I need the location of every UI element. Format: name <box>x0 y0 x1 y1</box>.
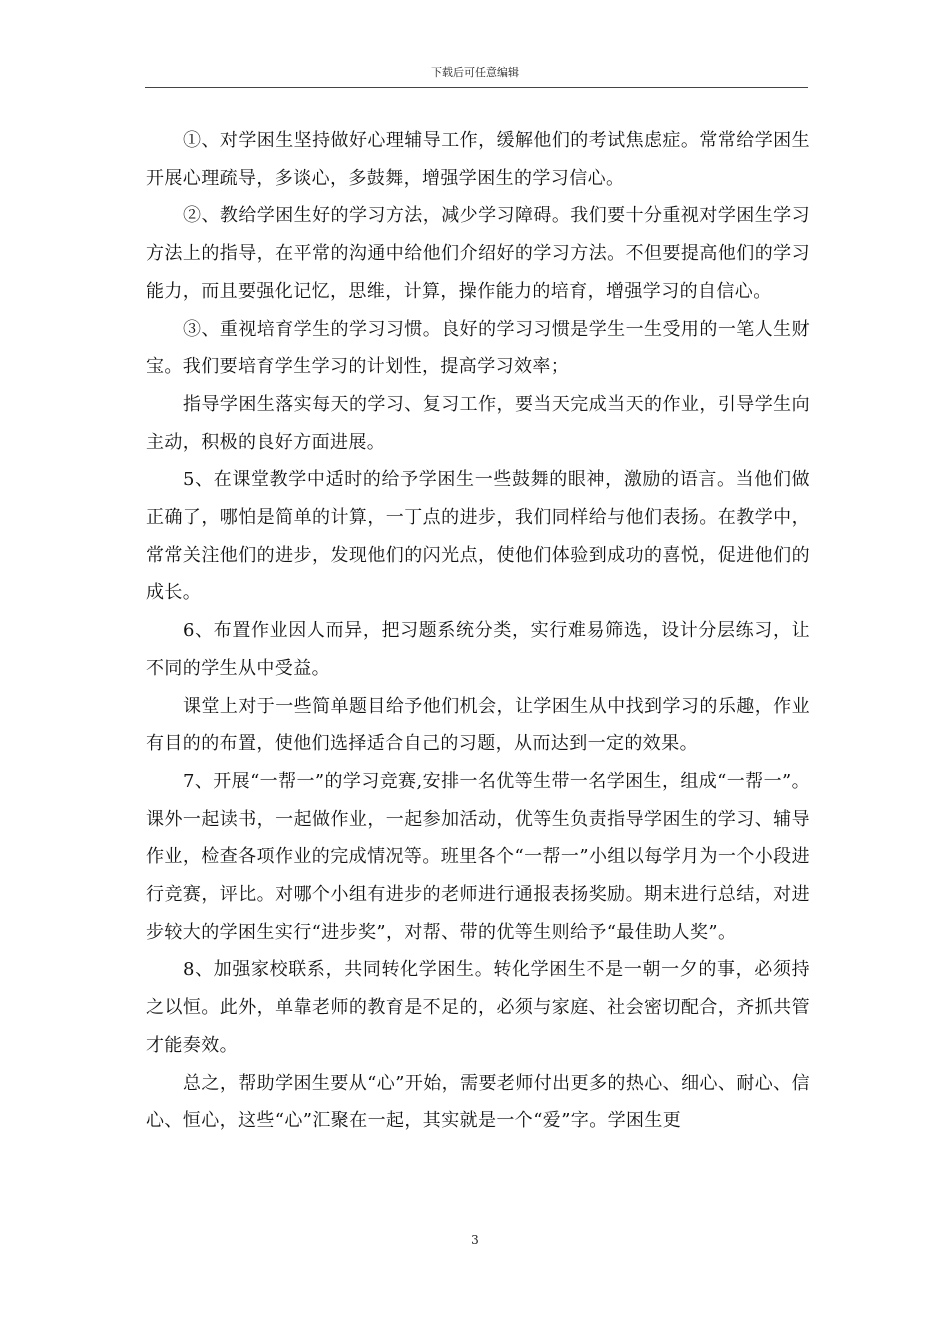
page-header: 下载后可任意编辑 <box>431 66 519 79</box>
page-number: 3 <box>471 1233 479 1247</box>
paragraph-3: ③、重视培育学生的学习习惯。良好的学习习惯是学生一生受用的一笔人生财宝。我们要培育学生学习的计划性，提高学习效率； <box>146 318 810 378</box>
header-divider <box>145 87 808 88</box>
document-body <box>146 122 810 1140</box>
paragraph-5: 5、在课堂教学中适时的给予学困生一些鼓舞的眼神，激励的语言。当他们做正确了，哪怕是简单的计算，一丁点的进步，我们同样给与他们表扬。在教学中，常常关注他们的进步，发现他们的闪光点，使他们体验到成功的喜悦，促进他们的成长。 <box>146 469 810 604</box>
paragraph-4: 指导学困生落实每天的学习、复习工作，要当天完成当天的作业，引导学生向主动，积极的良好方面进展。 <box>146 393 810 453</box>
paragraph-7: 课堂上对于一些简单题目给予他们机会，让学困生从中找到学习的乐趣，作业有目的的布置，使他们选择适合自己的习题，从而达到一定的效果。 <box>146 695 810 755</box>
paragraph-8: 7、开展“一帮一”的学习竞赛,安排一名优等生带一名学困生，组成“一帮一”。课外一起读书，一起做作业，一起参加活动，优等生负责指导学困生的学习、辅导作业，检查各项作业的完成情况等。班里各个“一帮一”小组以每学月为一个小段进行竞赛，评比。对哪个小组有进步的老师进行通报表扬奖励。期末进行总结，对进步较大的学困生实行“进步奖”，对帮、带的优等生则给予“最佳助人奖”。 <box>146 770 810 943</box>
paragraph-9: 8、加强家校联系，共同转化学困生。转化学困生不是一朝一夕的事，必须持之以恒。此外，单靠老师的教育是不足的，必须与家庭、社会密切配合，齐抓共管才能奏效。 <box>146 959 810 1056</box>
paragraph-2: ②、教给学困生好的学习方法，减少学习障碍。我们要十分重视对学困生学习方法上的指导，在平常的沟通中给他们介绍好的学习方法。不但要提高他们的学习能力，而且要强化记忆，思维，计算，操作能力的培育，增强学习的自信心。 <box>146 205 810 302</box>
paragraph-6: 6、布置作业因人而异，把习题系统分类，实行难易筛选，设计分层练习，让不同的学生从中受益。 <box>146 620 810 679</box>
paragraph-1: ①、对学困生坚持做好心理辅导工作，缓解他们的考试焦虑症。常常给学困生开展心理疏导，多谈心，多鼓舞，增强学困生的学习信心。 <box>146 130 810 189</box>
paragraph-10: 总之，帮助学困生要从“心”开始，需要老师付出更多的热心、细心、耐心、信心、恒心，这些“心”汇聚在一起，其实就是一个“爱”字。学困生更 <box>146 1072 810 1132</box>
